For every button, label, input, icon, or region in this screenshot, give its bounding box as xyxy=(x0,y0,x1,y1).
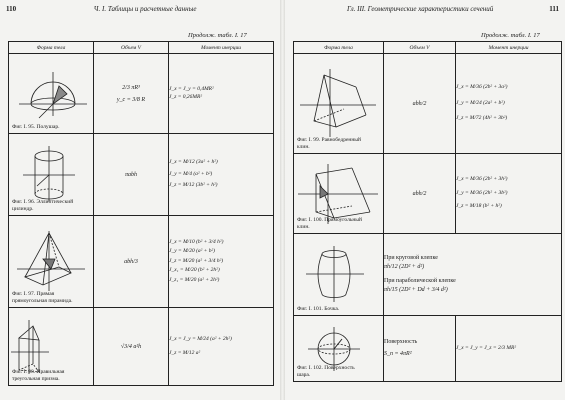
shape-cell xyxy=(294,234,384,316)
moment-line: J_z = M/18 (b² + h²) xyxy=(456,203,502,210)
shape-cell xyxy=(294,154,384,234)
sphere-surface-figure xyxy=(294,327,382,371)
volume-line: abh/2 xyxy=(412,100,427,107)
header-shape: Форма тела xyxy=(294,42,384,54)
moment-line: J_y = M/36 (2h² + 3b²) xyxy=(456,189,508,196)
moment-cell xyxy=(169,308,274,386)
volume-line: 2/3 πR³ xyxy=(122,84,140,91)
moment-line: J_x = J_y = M/24 (a² + 2h²) xyxy=(169,336,232,342)
moment-line: J_y = M/20 (a² + b²) xyxy=(169,248,216,255)
isosceles-wedge-figure xyxy=(294,69,382,139)
moment-line: J_z = M/12 a² xyxy=(169,349,201,356)
shape-cell xyxy=(9,308,94,386)
volume-line: abh/3 xyxy=(124,258,138,265)
volume-line: abh/2 xyxy=(412,190,427,197)
moment-line: J_z = M/72 (4h² + 3b²) xyxy=(456,115,508,122)
shape-cell xyxy=(294,316,384,382)
moment-line: J_z = M/12 (3b² + h²) xyxy=(169,182,218,189)
volume-note: При параболической клепке xyxy=(384,277,456,284)
shape-cell xyxy=(294,54,384,154)
properties-table xyxy=(8,41,274,386)
table-row xyxy=(294,54,562,154)
volume-cell xyxy=(94,134,169,216)
volume-cell xyxy=(384,154,456,234)
header-moment: Момент инерции xyxy=(169,42,274,54)
volume-cell xyxy=(384,316,456,382)
header-moment: Момент инерции xyxy=(456,42,562,54)
barrel-figure xyxy=(294,246,382,304)
moment-cell xyxy=(456,54,562,154)
figure-caption: Фиг. I. 100. Прямоугольный клин. xyxy=(297,217,362,230)
moment-cell xyxy=(169,216,274,308)
shape-cell xyxy=(9,54,94,134)
header-volume: Объем V xyxy=(94,42,169,54)
figure-caption: Фиг. I. 97. Прямая прямоугольная пирамида. xyxy=(12,291,73,304)
table-header-row xyxy=(9,42,274,54)
volume-line: πh/12 (2D² + d²) xyxy=(384,264,425,270)
table-row xyxy=(294,234,562,316)
moment-line: J_x = M/36 (2b² + 3a²) xyxy=(456,84,508,91)
header-volume: Объем V xyxy=(384,42,456,54)
volume-line: √3/4 a²h xyxy=(120,343,142,350)
volume-cell xyxy=(384,54,456,154)
figure-caption: Фиг. I. 99. Равнобедренный клин. xyxy=(297,137,361,150)
table-row xyxy=(294,316,562,382)
running-head-title: Ч. I. Таблицы и расчетные данные xyxy=(93,5,197,13)
volume-cell xyxy=(94,308,169,386)
page-number: 111 xyxy=(549,5,559,13)
moment-line: J_x = J_y = 0,4MR² xyxy=(169,86,214,92)
figure-caption: Фиг. I. 102. Поверхность шара. xyxy=(297,365,355,378)
running-head-title: Гл. III. Геометрические характеристики сечений xyxy=(346,5,494,13)
triangular-prism-figure xyxy=(9,320,93,374)
moment-line: J_x = J_y = J_z = 2/3 MR² xyxy=(456,344,516,351)
moment-line: J_z₁ = M/20 (a² + 2h²) xyxy=(169,276,220,283)
table-row xyxy=(9,54,274,134)
moment-line: J_y = M/24 (2a² + b²) xyxy=(456,99,505,106)
continued-label: Продолж. табл. I. 17 xyxy=(188,32,247,39)
volume-line: πabh xyxy=(124,171,137,178)
figure-caption: Фиг. I. 96. Эллиптический цилиндр. xyxy=(12,199,74,212)
figure-caption: Фиг. I. 98. Правильная треугольная призма. xyxy=(12,369,65,382)
hemisphere-figure xyxy=(9,64,93,124)
page-number: 110 xyxy=(6,5,17,13)
moment-line: J_x = M/36 (2b² + 3h²) xyxy=(456,176,508,183)
volume-line: S_п = 4πR² xyxy=(384,350,412,357)
moment-cell xyxy=(456,316,562,382)
moment-line: J_y = M/4 (a² + b²) xyxy=(169,170,213,177)
figure-caption: Фиг. I. 95. Полушар. xyxy=(12,123,60,130)
moment-line: J_z = M/20 (a² + 3/4 h²) xyxy=(169,257,224,264)
header-shape: Форма тела xyxy=(9,42,94,54)
moment-cell xyxy=(456,154,562,234)
table-row xyxy=(294,154,562,234)
rectangular-wedge-figure xyxy=(294,164,382,224)
volume-cell xyxy=(94,216,169,308)
table-row xyxy=(9,308,274,386)
shape-cell xyxy=(9,216,94,308)
moment-cell xyxy=(169,134,274,216)
table-header-row xyxy=(294,42,562,54)
pyramid-figure xyxy=(9,229,93,295)
properties-table xyxy=(293,41,562,382)
moment-cell xyxy=(169,54,274,134)
continued-label: Продолж. табл. I. 17 xyxy=(481,32,540,39)
elliptic-cylinder-figure xyxy=(9,144,93,206)
volume-note: Поверхность xyxy=(384,339,418,345)
volume-note: При круговой клепке xyxy=(384,254,438,261)
figure-caption: Фиг. I. 101. Бочка. xyxy=(297,305,340,312)
volume-cell xyxy=(384,234,562,316)
volume-line: πh/15 (2D² + Dd + 3/4 d²) xyxy=(384,287,448,293)
moment-line: J_x = M/10 (b² + 3/4 h²) xyxy=(169,238,224,245)
right-page xyxy=(285,0,565,400)
shape-cell xyxy=(9,134,94,216)
moment-line: J_x₁ = M/20 (b² + 2h²) xyxy=(169,267,220,274)
running-head xyxy=(291,5,559,17)
moment-line: J_z = 0,26MR² xyxy=(169,93,203,100)
left-page xyxy=(0,0,280,400)
moment-line: J_x = M/12 (3a² + h²) xyxy=(169,159,218,166)
table-row xyxy=(9,134,274,216)
running-head xyxy=(6,5,274,17)
table-row xyxy=(9,216,274,308)
volume-line: y_c = 3/8 R xyxy=(116,96,146,103)
volume-cell xyxy=(94,54,169,134)
